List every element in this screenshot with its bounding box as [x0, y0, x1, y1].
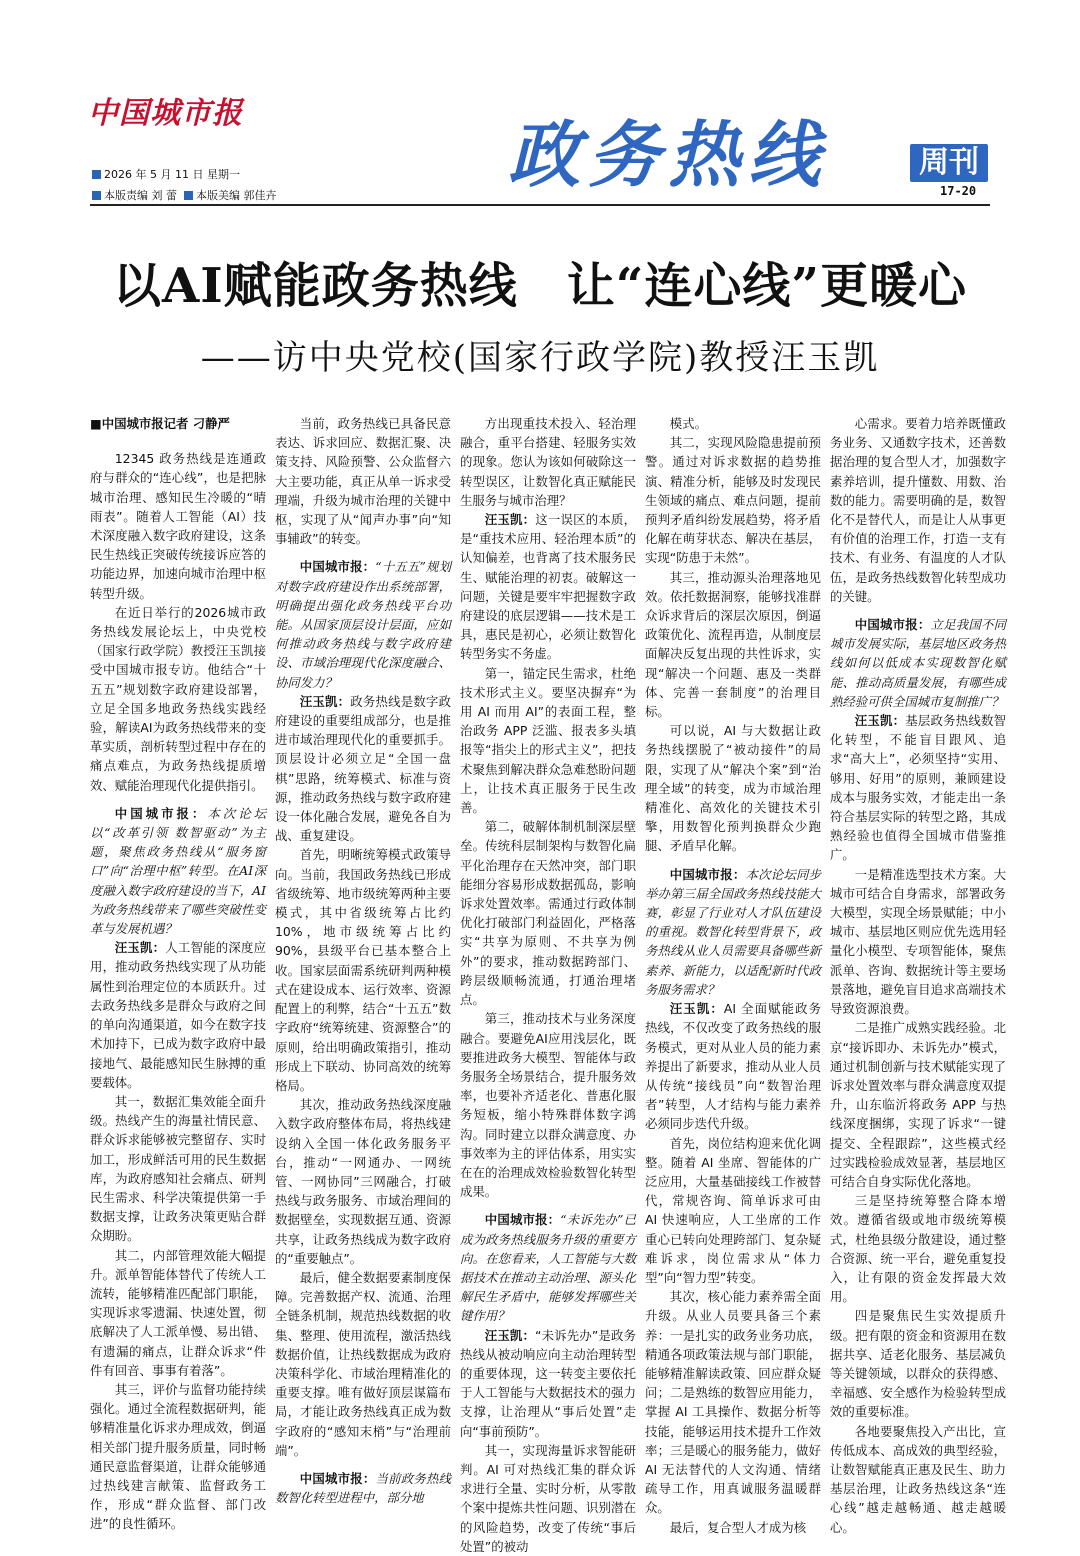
paragraph: 各地要聚焦投入产出比，宣传低成本、高成效的典型经验，让数智赋能真正惠及民生、助力基层治理，让政务热线这条“连心线”越走越畅通、越走越暖心。: [830, 1423, 1006, 1535]
article-column-1: [90, 414, 266, 1534]
article-column-4: [645, 414, 821, 1537]
paragraph: 第三，推动技术与业务深度融合。要避免AI应用浅层化，既要推进政务大模型、智能体与政务服务全场景结合，提升服务效率，也要补齐适老化、普惠化服务短板，缩小特殊群体数字鸿沟。同时建立以群众满意度、办事效率为主的评估体系，用实实在在的治理成效检验数智化转型成果。: [460, 1011, 636, 1200]
paragraph: 四是聚焦民生实效提质升级。把有限的资金和资源用在数据共享、适老化服务、基层减负等关键领域，以群众的获得感、幸福感、安全感作为检验转型成效的重要标准。: [830, 1308, 1006, 1420]
paragraph: 其一，数据汇集效能全面升级。热线产生的海量社情民意、群众诉求能够被完整留存、实时加工，形成鲜活可用的民生数据库，为政府感知社会痛点、研判民生需求、科学决策提供第一手数据支撑，让政务决策更贴合群众期盼。: [90, 1093, 266, 1244]
paragraph: 心需求。要着力培养既懂政务业务、又通数字技术，还善数据治理的复合型人才，加强数字素养培训，提升懂数、用数、治数的能力。需要明确的是，数智化不是替代人，而是让人从事更有价值的治理工作，打造一支有技术、有业务、有温度的人才队伍，是政务热线数智化转型成功的关键。: [830, 416, 1006, 604]
masthead-meta: [92, 164, 277, 206]
article-subheadline: ——访中央党校(国家行政学院)教授汪玉凯: [200, 338, 880, 378]
paragraph: 可以说，AI 与大数据让政务热线摆脱了“被动接件”的局限，实现了从“解决个案”到“治理全域”的转变，成为市域治理精准化、高效化的关键技术引擎，用数智化预判换群众少跑腿、矛盾早化解。: [645, 723, 821, 854]
paragraph: 其二，内部管理效能大幅提升。派单智能体替代了传统人工流转，能够精准匹配部门职能，实现诉求零遗漏、快速处置，彻底解决了人工派单慢、易出错、有遗漏的痛点，让群众诉求“件件有回音、事事有着落”。: [90, 1247, 266, 1378]
paragraph: 中国城市报：“未诉先办”已成为政务热线服务升级的重要方向。在您看来，人工智能与大数据技术在推动主动治理、源头化解民生矛盾中，能够发挥哪些关键作用？: [460, 1212, 637, 1324]
masthead-divider: [90, 204, 990, 206]
page-editor: 本版责编 刘 蕾: [104, 189, 177, 202]
paragraph: 12345 政务热线是连通政府与群众的“连心线”，也是把脉城市治理、感知民生冷暖的“晴雨表”。随着人工智能（AI）技术深度融入数字政府建设，这条民生热线正突破传统接诉应答的功能边界，加速向城市治理中枢转型升级。: [90, 451, 266, 601]
article-column-2: [275, 414, 451, 1507]
page-range: 17-20: [940, 184, 977, 198]
article-column-3: [460, 414, 636, 1556]
paragraph: 中国城市报：“十五五”规划对数字政府建设作出系统部署，明确提出强化政务热线平台功能。从国家顶层设计层面，应如何推动政务热线与数字政府建设、市域治理现代化深度融合、协同发力？: [275, 559, 452, 690]
paragraph: 第二，破解体制机制深层壁垒。传统科层制架构与数智化扁平化治理存在天然冲突，部门职能细分容易形成数据孤岛，影响诉求处置效率。需通过行政体制优化打破部门利益固化，严格落实“共享为原则、不共享为例外”的要求，推动数据跨部门、跨层级顺畅流通，打通治理堵点。: [460, 819, 636, 1008]
paragraph: 一是精准选型技术方案。大城市可结合自身需求，部署政务大模型，实现全场景赋能；中小城市、基层地区则应优先选用轻量化小模型、专项智能体，聚焦派单、咨询、数据统计等主要场景落地，避免盲目追求高端技术导致资源浪费。: [830, 866, 1006, 1017]
paragraph: 首先，明晰统筹模式政策导向。当前，我国政务热线已形成省级统筹、地市级统筹两种主要模式，其中省级统筹占比约 10%，地市级统筹占比约 90%，县级平台已基本整合上收。国家层面需系统研判两种模式在建设成本、运行效率、资源配置上的利弊，结合“十五五”数字政府“统筹统建、资源整合”的原则，给出明确政策指引，推动形成上下联动、协同高效的统筹格局。: [275, 847, 451, 1093]
paragraph: 其次，核心能力素养需全面升级。从业人员要具备三个素养：一是扎实的政务业务功底，精通各项政策法规与部门职能，能够精准解读政策、回应群众疑问；二是熟练的数智应用能力，掌握 AI 工具操作、数据分析等技能，能够运用技术提升工作效率；三是暖心的服务能力，做好 AI 无法替代的人文沟通、情绪疏导工作，用真诚服务温暖群众。: [645, 1289, 821, 1516]
paragraph: 汪玉凯：政务热线是数字政府建设的重要组成部分，也是推进市域治理现代化的重要抓手。顶层设计必须立足“全国一盘棋”思路，统筹模式、标准与资源，推动政务热线与数字政府建设一体化融合发展，避免各自为战、重复建设。: [275, 693, 452, 844]
paragraph: 其一，实现海量诉求智能研判。AI 可对热线汇集的群众诉求进行全量、实时分析，从零散个案中提炼共性问题、识别潜在的风险趋势，改变了传统“事后处置”的被动: [460, 1442, 636, 1554]
page-designer: 本版美编 郭佳卉: [196, 189, 277, 202]
paragraph: 汪玉凯：基层政务热线数智化转型，不能盲目跟风、追求“高大上”，必须坚持“实用、够用、好用”的原则，兼顾建设成本与服务实效，才能走出一条符合基层实际的转型之路，其成熟经验也值得全国城市借鉴推广。: [830, 713, 1007, 863]
paragraph: 中国城市报：本次论坛同步举办第三届全国政务热线技能大赛，彰显了行业对人才队伍建设的重视。数智化转型背景下，政务热线从业人员需要具备哪些新素养、新能力，以适配新时代政务服务需求？: [645, 866, 822, 997]
paragraph: 其三，推动源头治理落地见效。依托数据洞察，能够找准群众诉求背后的深层次原因，倒逼政策优化、流程再造，从制度层面解决反复出现的共性诉求，实现“解决一个问题、惠及一类群体、完善一套制度”的治理目标。: [645, 569, 821, 720]
section-title: 政务热线: [508, 112, 829, 197]
paragraph: 汪玉凯：“未诉先办”是政务热线从被动响应向主动治理转型的重要体现，这一转变主要依托于人工智能与大数据技术的强力支撑，让治理从“事后处置”走向“事前预防”。: [460, 1327, 636, 1439]
article-headline: 以AI赋能政务热线 让“连心线”更暖心: [113, 258, 967, 314]
paragraph: 中国城市报：当前政务热线数智化转型进程中，部分地: [275, 1470, 452, 1506]
paragraph: 其三，评价与监督功能持续强化。通过全流程数据研判，能够精准量化诉求办理成效，倒逼相关部门提升服务质量，同时畅通民意监督渠道，让群众能够通过热线建言献策、监督政务工作，形成“群众监督、部门改进”的良性循环。: [90, 1381, 266, 1532]
paragraph: 第一，锚定民生需求，杜绝技术形式主义。要坚决摒弃“为用 AI 而用 AI”的表面工程，整治政务 APP 泛滥、报表多头填报等“指尖上的形式主义”，把技术聚焦到解决群众急难愁盼问题上，让技术真正服务于民生改善。: [460, 665, 636, 816]
paragraph: 中国城市报：立足我国不同城市发展实际，基层地区政务热线如何以低成本实现数智化赋能、推动高质量发展，有哪些成熟经验可供全国城市复制推广？: [830, 617, 1007, 709]
weekly-badge: 周刊: [910, 144, 988, 182]
paragraph: 汪玉凯：人工智能的深度应用，推动政务热线实现了从功能属性到治理定位的本质跃升。过去政务热线多是群众与政府之间的单向沟通渠道，如今在数字技术加持下，已成为数字政府中最接地气、最能感知民生脉搏的重要载体。: [90, 940, 267, 1090]
issue-date: 2026 年 5 月 11 日 星期一: [104, 168, 240, 181]
paragraph: 汪玉凯：这一误区的本质，是“重技术应用、轻治理本质”的认知偏差，也背离了技术服务民生、赋能治理的初衷。破解这一问题，关键是要牢牢把握数字政府建设的底层逻辑——技术是工具，惠民是初心，必须让数智化转型务实不务虚。: [460, 512, 637, 662]
paragraph: 当前，政务热线已具备民意表达、诉求回应、数据汇聚、决策支持、风险预警、公众监督六大主要功能，真正从单一诉求受理端，升级为城市治理的关键中枢，实现了从“闻声办事”向“知事辅政”的转变。: [275, 416, 451, 547]
paragraph: 最后，复合型人才成为核: [669, 1519, 807, 1535]
paragraph: 最后，健全数据要素制度保障。完善数据产权、流通、治理全链条机制，规范热线数据的收集、整理、使用流程，激活热线数据价值，让热线数据成为政府决策科学化、市域治理精准化的重要支撑。唯有做好顶层谋篇布局，才能让政务热线真正成为数字政府的“感知末梢”与“治理前端”。: [275, 1269, 451, 1458]
paragraph: 在近日举行的2026城市政务热线发展论坛上，中央党校（国家行政学院）教授汪玉凯接受中国城市报专访。他结合“十五五”规划数字政府建设部署，立足全国多地政务热线实践经验，解读AI为政务热线带来的变革实质，剖析转型过程中存在的痛点难点，为政务热线提质增效、赋能治理现代化提供指引。: [90, 604, 266, 793]
paragraph: 其二，实现风险隐患提前预警。通过对诉求数据的趋势推演、精准分析，能够及时发现民生领域的痛点、难点问题，提前预判矛盾纠纷发展趋势，将矛盾化解在萌芽状态、解决在基层，实现“防患于未然”。: [645, 435, 821, 566]
masthead-logo: 中国城市报: [88, 96, 243, 131]
byline: ■中国城市报记者 刁静严: [90, 416, 230, 431]
paragraph: 首先，岗位结构迎来优化调整。随着 AI 坐席、智能体的广泛应用，大量基础接线工作被替代，常规咨询、简单诉求可由 AI 快速响应，人工坐席的工作重心已转向处理跨部门、复杂疑难诉求，岗位需求从“体力型”向“智力型”转变。: [645, 1135, 821, 1285]
article-column-5: [830, 414, 1006, 1537]
paragraph: 汪玉凯：AI 全面赋能政务热线，不仅改变了政务热线的服务模式，更对从业人员的能力素养提出了新要求，推动从业人员从传统“接线员”向“数智治理者”转型，人才结构与能力素养必须同步迭代升级。: [645, 1001, 822, 1132]
paragraph: 中国城市报：本次论坛以“改革引领 数智驱动”为主题，聚焦政务热线从“服务窗口”向“治理中枢”转型。在AI深度融入数字政府建设的当下，AI为政务热线带来了哪些突破性变革与发展机遇？: [90, 805, 267, 937]
paragraph: 三是坚持统筹整合降本增效。遵循省级或地市级统筹模式，杜绝县级分散建设，通过整合资源、统一平台，避免重复投入，让有限的资金发挥最大效用。: [830, 1193, 1006, 1305]
paragraph: 其次，推动政务热线深度融入数字政府整体布局，将热线建设纳入全国一体化政务服务平台，推动“一网通办、一网统管、一网协同”三网融合，打破热线与政务服务、市域治理间的数据壁垒，实现数据互通、资源共享，让政务热线成为数字政府的“重要触点”。: [275, 1097, 451, 1266]
paragraph: 方出现重技术投入、轻治理融合，重平台搭建、轻服务实效的现象。您认为该如何破除这一转型误区，让数智化真正赋能民生服务与城市治理？: [460, 416, 636, 508]
paragraph: 二是推广成熟实践经验。北京“接诉即办、未诉先办”模式，通过机制创新与技术赋能实现了诉求处置效率与群众满意度双提升，山东临沂将政务 APP 与热线深度捆绑，实现了诉求“一键提交、全程跟踪”，这些模式经过实践检验成效显著，基层地区可结合自身实际优化落地。: [830, 1020, 1006, 1189]
paragraph: 模式。: [669, 416, 707, 431]
